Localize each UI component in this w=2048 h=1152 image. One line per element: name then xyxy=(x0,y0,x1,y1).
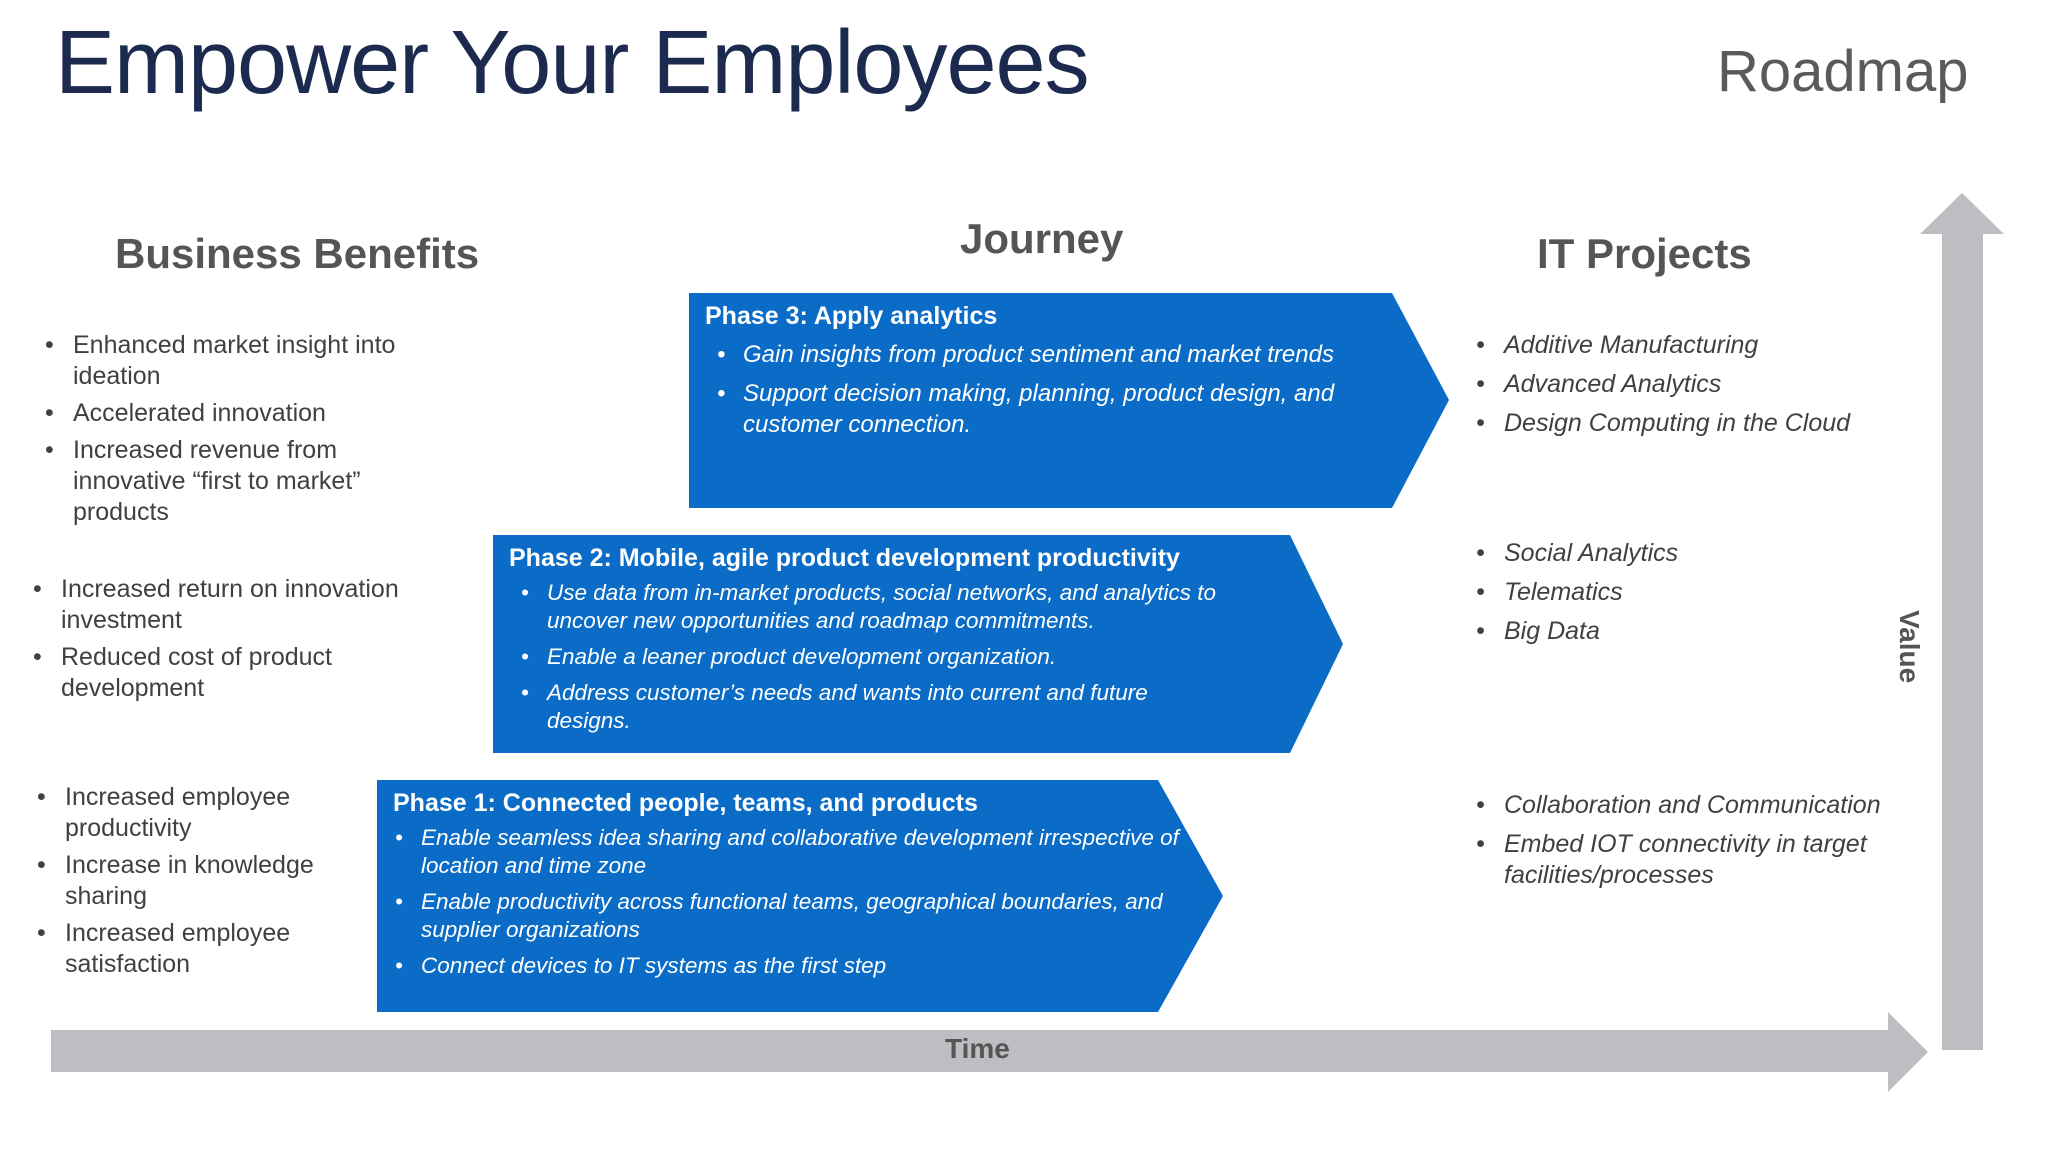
value-axis-label: Value xyxy=(1894,610,1925,684)
list-item: • Enhanced market insight into ideation xyxy=(73,330,413,392)
list-item: • Gain insights from product sentiment and market trends xyxy=(743,339,1405,370)
page-title: Empower Your Employees xyxy=(55,13,1089,113)
it-projects-group-1 xyxy=(1504,790,1924,899)
value-axis-arrow xyxy=(1920,193,2004,1050)
it-projects-heading: IT Projects xyxy=(1537,230,1752,277)
phase-1-title: Phase 1: Connected people, teams, and products xyxy=(393,789,978,817)
it-projects-group-2 xyxy=(1504,538,1884,655)
phase-1-bullets xyxy=(421,824,1191,980)
phase-3-title: Phase 3: Apply analytics xyxy=(705,302,998,330)
list-item: • Advanced Analytics xyxy=(1504,369,1924,400)
phase-2-content xyxy=(509,544,1229,743)
list-item: • Enable a leaner product development organization. xyxy=(547,643,1237,671)
time-axis-label: Time xyxy=(945,1033,1010,1064)
journey-heading: Journey xyxy=(960,215,1124,262)
list-item: • Big Data xyxy=(1504,616,1884,647)
list-item: • Reduced cost of product development xyxy=(61,642,431,704)
benefits-group-3 xyxy=(73,330,413,534)
page-subtitle: Roadmap xyxy=(1717,39,1969,104)
list-item: • Additive Manufacturing xyxy=(1504,330,1924,361)
list-item: • Telematics xyxy=(1504,577,1884,608)
phase-2-title: Phase 2: Mobile, agile product development productivity xyxy=(509,544,1180,572)
list-item: • Collaboration and Communication xyxy=(1504,790,1924,821)
list-item: • Social Analytics xyxy=(1504,538,1884,569)
it-projects-group-3 xyxy=(1504,330,1924,447)
list-item: • Support decision making, planning, product design, and customer connection. xyxy=(743,378,1405,440)
list-item: • Increased revenue from innovative “first to market” products xyxy=(73,435,413,528)
phase-3-content xyxy=(705,302,1405,448)
list-item: • Increased employee satisfaction xyxy=(65,918,355,980)
list-item: • Use data from in-market products, social networks, and analytics to uncover new opportunities and roadmap commitments. xyxy=(547,579,1237,635)
list-item: • Increased return on innovation investment xyxy=(61,574,431,636)
phase-1-content xyxy=(393,789,1193,988)
list-item: • Accelerated innovation xyxy=(73,398,413,429)
list-item: • Enable productivity across functional teams, geographical boundaries, and supplier organizations xyxy=(421,888,1191,944)
phase-3-bullets xyxy=(743,339,1405,440)
list-item: • Address customer’s needs and wants into current and future designs. xyxy=(547,679,1237,735)
benefits-group-2 xyxy=(61,574,431,710)
list-item: • Design Computing in the Cloud xyxy=(1504,408,1924,439)
benefits-group-1 xyxy=(65,782,355,986)
business-benefits-heading: Business Benefits xyxy=(115,230,480,277)
list-item: • Connect devices to IT systems as the first step xyxy=(421,952,1191,980)
list-item: • Embed IOT connectivity in target facilities/processes xyxy=(1504,829,1924,891)
phase-2-bullets xyxy=(547,579,1237,735)
list-item: • Increase in knowledge sharing xyxy=(65,850,355,912)
list-item: • Increased employee productivity xyxy=(65,782,355,844)
list-item: • Enable seamless idea sharing and collaborative development irrespective of location and time zone xyxy=(421,824,1191,880)
